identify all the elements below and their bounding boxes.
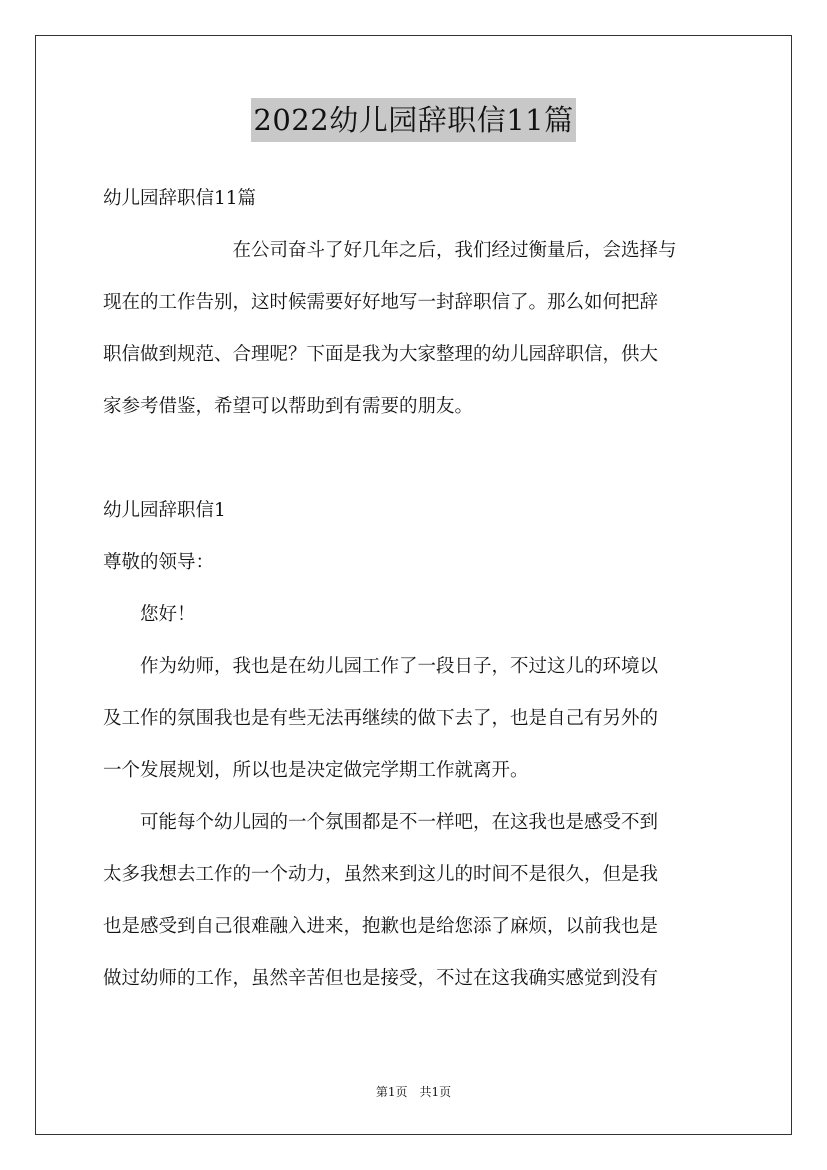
document-body: [103, 173, 727, 1005]
body-line: 一个发展规划，所以也是决定做完学期工作就离开。: [103, 760, 529, 781]
intro-line: 职信做到规范、合理呢？下面是我为大家整理的幼儿园辞职信，供大: [103, 344, 659, 365]
body-line: 及工作的氛围我也是有些无法再继续的做下去了，也是自己有另外的: [103, 708, 659, 729]
blank-line: [103, 433, 727, 485]
intro-line: 在公司奋斗了好几年之后，我们经过衡量后，会选择与: [103, 240, 677, 261]
intro-line: 现在的工作告别，这时候需要好好地写一封辞职信了。那么如何把辞: [103, 292, 659, 313]
document-title: 2022幼儿园辞职信11篇: [251, 98, 575, 142]
body-line: 太多我想去工作的一个动力，虽然来到这儿的时间不是很久，但是我: [103, 864, 659, 885]
title-container: [0, 98, 827, 142]
page-footer: 第1页 共1页: [375, 1085, 452, 1099]
body-line: 作为幼师，我也是在幼儿园工作了一段日子，不过这儿的环境以: [103, 656, 659, 677]
body-line: 可能每个幼儿园的一个氛围都是不一样吧，在这我也是感受不到: [103, 812, 659, 833]
subtitle: 幼儿园辞职信11篇: [103, 188, 257, 209]
body-line: 也是感受到自己很难融入进来，抱歉也是给您添了麻烦，以前我也是: [103, 916, 659, 937]
salutation: 尊敬的领导：: [103, 552, 215, 573]
greeting: 您好！: [103, 604, 196, 625]
body-line: 做过幼师的工作，虽然辛苦但也是接受，不过在这我确实感觉到没有: [103, 968, 659, 989]
letter-heading: 幼儿园辞职信1: [103, 500, 226, 521]
intro-line: 家参考借鉴，希望可以帮助到有需要的朋友。: [103, 396, 474, 417]
